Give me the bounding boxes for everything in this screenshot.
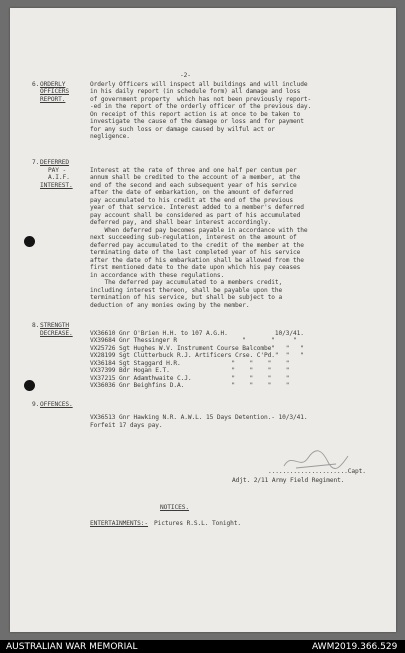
body-line: in his daily report (in schedule form) all damage and loss: [90, 88, 301, 95]
section-6-heading-3: REPORT.: [40, 96, 66, 103]
body-line: end of the second and each subsequent year of his service: [90, 182, 297, 189]
section-7-number: 7.: [32, 159, 40, 166]
body-line: pay accumulated to his credit at the end of the previous: [90, 197, 294, 204]
strength-row: VX39684 Gnr Thessinger R " " ": [90, 337, 297, 344]
page-number: -2-: [180, 72, 191, 79]
section-7-heading-1: DEFERRED: [40, 159, 70, 166]
section-6-heading-1: ORDERLY: [40, 81, 66, 88]
body-line: Orderly Officers will inspect all buildings and will include: [90, 81, 308, 88]
strength-row: VX37399 Bdr Hogan E.T. " " " ": [90, 367, 290, 374]
body-line: -ed in the report of the orderly officer of the previous day.: [90, 103, 312, 110]
body-line: deferred pay, and shall bear interest accordingly.: [90, 219, 272, 226]
section-8-number: 8.: [32, 322, 40, 329]
body-line: deferred pay accumulated to the credit of the member at the: [90, 242, 304, 249]
section-9-number: 9.: [32, 401, 40, 408]
notices-text: Pictures R.S.L. Tonight.: [154, 520, 242, 527]
body-line: termination of his service, but shall be subject to a: [90, 294, 283, 301]
footer-reference: AWM2019.366.529: [312, 642, 398, 652]
section-8-heading-2: DECREASE.: [40, 330, 73, 337]
strength-row: VX37215 Gnr Adamthwaite C.J. " " " ": [90, 375, 290, 382]
body-line: investigate the cause of the damage or loss and for payment: [90, 118, 304, 125]
strength-row: VX36610 Gnr O'Brien H.H. to 107 A.G.H. 10/3/41.: [90, 330, 304, 337]
body-line: negligence.: [90, 133, 130, 140]
punch-hole-top: [24, 236, 35, 247]
body-line: year of that service. Interest added to a member's deferred: [90, 204, 304, 211]
signature-line: ......................Capt.: [268, 468, 366, 475]
signature-title: Adjt. 2/11 Army Field Regiment.: [232, 477, 345, 484]
body-line: in accordance with these regulations.: [90, 272, 225, 279]
section-7-heading-3: A.I.F.: [48, 174, 70, 181]
section-6-heading-2: OFFICERS: [40, 88, 70, 95]
strength-row: VX25726 Sgt Hughes W.V. Instrument Course Balcombe" " ": [90, 345, 304, 352]
footer-institution: AUSTRALIAN WAR MEMORIAL: [6, 642, 138, 652]
document-page: [10, 8, 396, 632]
body-line: first mentioned date to the date upon which his pay ceases: [90, 264, 301, 271]
body-line: annum shall be credited to the account of a member, at the: [90, 174, 301, 181]
strength-row: VX36184 Sgt Staggard H.R. " " " ": [90, 360, 290, 367]
body-line: of government property which has not been previously report-: [90, 96, 312, 103]
body-line: for any such loss or damage caused by wilful act or: [90, 126, 275, 133]
section-9-heading: OFFENCES.: [40, 401, 73, 408]
offence-line: Forfeit 17 days pay.: [90, 422, 163, 429]
offence-line: VX36513 Gnr Hawking N.R. A.W.L. 15 Days Detention.- 10/3/41.: [90, 414, 308, 421]
section-7-heading-4: INTEREST.: [40, 182, 73, 189]
body-line: after the date of his embarkation shall be allowed from the: [90, 257, 304, 264]
section-7-heading-2: PAY -: [48, 167, 67, 174]
archive-footer: [0, 640, 405, 653]
body-line: The deferred pay accumulated to a members credit,: [90, 279, 283, 286]
strength-row: VX28199 Sgt Clutterbuck R.J. Artificers Crse. C'Pd." " ": [90, 352, 304, 359]
body-line: deduction of any monies owing by the member.: [90, 302, 250, 309]
notices-label: ENTERTAINMENTS:-: [90, 520, 149, 527]
section-6-number: 6.: [32, 81, 40, 88]
punch-hole-bottom: [24, 380, 35, 391]
strength-row: VX36036 Gnr Beighfins D.A. " " " ": [90, 382, 290, 389]
body-line: On receipt of this report action is at once to be taken to: [90, 111, 301, 118]
body-line: including interest thereon, shall be payable upon the: [90, 287, 283, 294]
section-8-heading-1: STRENGTH: [40, 322, 70, 329]
body-line: terminating date of the last completed year of his service: [90, 249, 301, 256]
notices-heading: NOTICES.: [160, 504, 190, 511]
body-line: after the date of embarkation, on the amount of deferred: [90, 189, 294, 196]
body-line: Interest at the rate of three and one half per centum per: [90, 167, 297, 174]
body-line: next succeeding sub-regulation, interest on the amount of: [90, 234, 297, 241]
body-line: pay account shall be considered as part of his accumulated: [90, 212, 301, 219]
body-line: When deferred pay becomes payable in accordance with the: [90, 227, 308, 234]
